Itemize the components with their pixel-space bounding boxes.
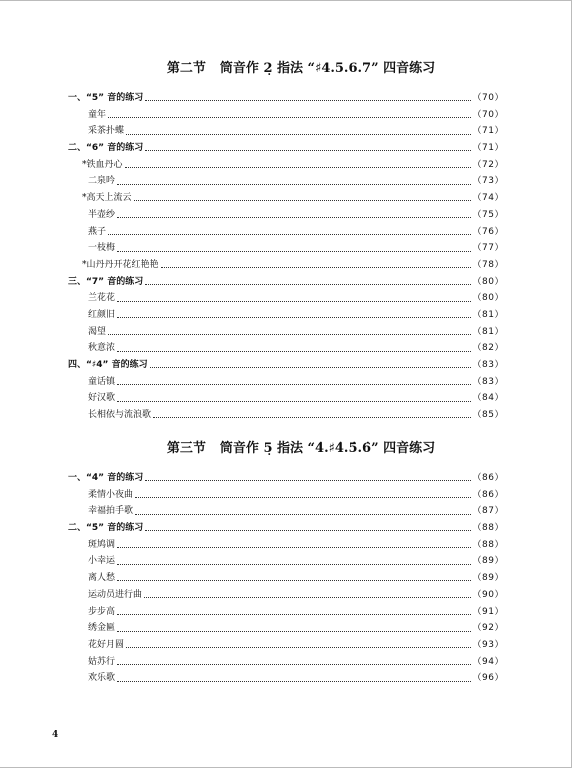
toc-entry-title: 欢乐歌: [88, 673, 116, 684]
dot-leader: [108, 116, 471, 118]
dot-leader: [145, 149, 470, 151]
toc-page-number: （91）: [472, 606, 504, 617]
dot-leader: [117, 579, 471, 581]
dot-leader: [117, 680, 471, 682]
dot-leader: [117, 563, 471, 565]
toc-entry-title: 燕子: [88, 226, 107, 237]
dot-leader: [117, 663, 471, 665]
toc-entry-title: 一、“4̇” 音的练习: [68, 473, 144, 483]
toc-entry-row[interactable]: [68, 240, 504, 257]
dot-leader: [125, 166, 471, 168]
toc-page-number: （81）: [472, 326, 504, 337]
toc-page-number: （71）: [472, 143, 504, 154]
toc-page-number: （83）: [472, 360, 504, 370]
toc-entry-row[interactable]: [68, 637, 504, 654]
toc-page-number: （88）: [472, 539, 504, 550]
dot-leader: [117, 400, 471, 402]
dot-leader: [117, 613, 471, 615]
dot-leader: [117, 250, 471, 252]
dot-leader: [126, 646, 471, 648]
section-3-block: [0, 436, 572, 684]
toc-entry-title: 步步高: [88, 606, 116, 617]
toc-page-number: （89）: [472, 573, 504, 584]
toc-entry-row[interactable]: [68, 157, 504, 174]
toc-page-number: （88）: [472, 523, 504, 534]
toc-page-number: （78）: [472, 259, 504, 270]
toc-entry-row[interactable]: [68, 340, 504, 357]
toc-page-number: （80）: [472, 276, 504, 287]
toc-category-row[interactable]: [68, 520, 504, 537]
toc-page-number: （82）: [472, 343, 504, 354]
toc-entry-row[interactable]: [68, 190, 504, 207]
toc-page-number: （89）: [472, 556, 504, 567]
section-heading: [30, 56, 572, 82]
toc-entry-title: *高天上流云: [82, 193, 132, 204]
table-of-contents: [68, 470, 504, 687]
toc-entry-title: 渴望: [88, 326, 107, 337]
toc-entry-title: *铁血丹心: [82, 159, 123, 170]
toc-entry-title: *山丹丹开花红艳艳: [82, 259, 159, 270]
toc-page-number: （76）: [472, 226, 504, 237]
toc-entry-row[interactable]: [68, 604, 504, 621]
toc-page-number: （83）: [472, 376, 504, 387]
toc-entry-title: 三、“7” 音的练习: [68, 276, 144, 287]
toc-page-number: （96）: [472, 673, 504, 684]
dot-leader: [108, 233, 471, 235]
toc-entry-row[interactable]: [68, 503, 504, 520]
toc-page-number: （72）: [472, 159, 504, 170]
toc-entry-title: 二、“5̇” 音的练习: [68, 523, 144, 534]
toc-entry-row[interactable]: [68, 654, 504, 671]
toc-entry-title: 一、“5” 音的练习: [68, 93, 144, 103]
dot-leader: [134, 199, 471, 201]
toc-entry-row[interactable]: [68, 570, 504, 587]
toc-entry-title: 好汉歌: [88, 393, 116, 404]
page-border-top: [0, 0, 572, 1]
toc-category-row[interactable]: [68, 357, 504, 374]
toc-entry-title: 秋意浓: [88, 343, 116, 354]
toc-page-number: （86）: [472, 473, 504, 483]
toc-page-number: （81）: [472, 309, 504, 320]
toc-entry-row[interactable]: [68, 123, 504, 140]
toc-page-number: （93）: [472, 639, 504, 650]
dot-leader: [117, 383, 471, 385]
section-label: 第二节: [166, 61, 206, 76]
toc-page-number: （70）: [472, 109, 504, 120]
dot-leader: [117, 350, 471, 352]
toc-page-number: （90）: [472, 589, 504, 600]
toc-entry-title: 绣金匾: [88, 623, 116, 634]
toc-entry-title: 童话镇: [88, 376, 116, 387]
toc-entry-title: 二、“6” 音的练习: [68, 143, 144, 154]
toc-entry-title: 兰花花: [88, 293, 116, 304]
toc-entry-row[interactable]: [68, 553, 504, 570]
dot-leader: [153, 416, 471, 418]
toc-entry-title: 四、“♯4” 音的练习: [68, 360, 148, 370]
section-heading: [30, 436, 572, 462]
toc-page-number: （71）: [472, 126, 504, 137]
toc-entry-row[interactable]: [68, 670, 504, 687]
toc-entry-row[interactable]: [68, 290, 504, 307]
toc-entry-title: 童年: [88, 109, 107, 120]
toc-entry-row[interactable]: [68, 307, 504, 324]
toc-page-number: （77）: [472, 243, 504, 254]
toc-entry-row[interactable]: [68, 374, 504, 391]
page-number: 4: [52, 730, 59, 740]
dot-leader: [145, 479, 470, 481]
toc-entry-row[interactable]: [68, 537, 504, 554]
toc-page-number: （92）: [472, 623, 504, 634]
dot-leader: [145, 283, 470, 285]
dot-leader: [161, 266, 471, 268]
dot-leader: [126, 133, 471, 135]
dot-leader: [117, 630, 471, 632]
toc-entry-title: 柔情小夜曲: [88, 489, 134, 500]
toc-category-row[interactable]: [68, 470, 504, 487]
toc-page-number: （70）: [472, 93, 504, 103]
dot-leader: [117, 183, 471, 185]
dot-leader: [145, 529, 470, 531]
toc-entry-title: 一枝梅: [88, 243, 116, 254]
toc-entry-title: 斑鸠调: [88, 539, 116, 550]
dot-leader: [150, 366, 471, 368]
dot-leader: [117, 546, 471, 548]
toc-entry-title: 运动员进行曲: [88, 589, 143, 600]
toc-entry-title: 小幸运: [88, 556, 116, 567]
dot-leader: [117, 300, 471, 302]
dot-leader: [117, 316, 471, 318]
toc-entry-row[interactable]: [68, 107, 504, 124]
toc-entry-title: 花好月圆: [88, 639, 125, 650]
dot-leader: [108, 333, 471, 335]
toc-entry-row[interactable]: [68, 587, 504, 604]
toc-entry-title: 长相依与流浪歌: [88, 410, 152, 421]
dot-leader: [135, 513, 471, 515]
toc-category-row[interactable]: [68, 140, 504, 157]
dot-leader: [145, 99, 470, 101]
toc-entry-row[interactable]: [68, 390, 504, 407]
toc-entry-title: 二泉吟: [88, 176, 116, 187]
toc-entry-row[interactable]: [68, 620, 504, 637]
dot-leader: [144, 596, 471, 598]
toc-page-number: （75）: [472, 209, 504, 220]
section-2-block: [0, 56, 572, 421]
toc-entry-row[interactable]: [68, 324, 504, 341]
toc-entry-row[interactable]: [68, 407, 504, 424]
toc-page-number: （74）: [472, 193, 504, 204]
section-title: 筒音作 5̣ 指法 “4̇.♯4̇.5̇.6̇” 四音练习: [219, 441, 436, 456]
toc-entry-row[interactable]: [68, 224, 504, 241]
toc-entry-title: 姑苏行: [88, 656, 116, 667]
toc-page-number: （94）: [472, 656, 504, 667]
toc-category-row[interactable]: [68, 90, 504, 107]
toc-entry-row[interactable]: [68, 173, 504, 190]
toc-entry-row[interactable]: [68, 487, 504, 504]
toc-entry-title: 半壶纱: [88, 209, 116, 220]
dot-leader: [117, 216, 471, 218]
toc-category-row[interactable]: [68, 274, 504, 291]
toc-page-number: （85）: [472, 410, 504, 421]
table-of-contents: [68, 90, 504, 424]
toc-entry-title: 采茶扑蝶: [88, 126, 125, 137]
toc-page-number: （80）: [472, 293, 504, 304]
toc-entry-title: 幸福拍手歌: [88, 506, 134, 517]
toc-page-number: （84）: [472, 393, 504, 404]
dot-leader: [135, 496, 471, 498]
toc-entry-row[interactable]: [68, 207, 504, 224]
section-title: 筒音作 2̣ 指法 “♯4.5.6.7” 四音练习: [219, 61, 436, 76]
toc-entry-title: 红颜旧: [88, 309, 116, 320]
toc-page-number: （87）: [472, 506, 504, 517]
toc-page-number: （86）: [472, 489, 504, 500]
toc-entry-title: 离人愁: [88, 573, 116, 584]
section-label: 第三节: [166, 441, 206, 456]
toc-page-number: （73）: [472, 176, 504, 187]
toc-entry-row[interactable]: [68, 257, 504, 274]
